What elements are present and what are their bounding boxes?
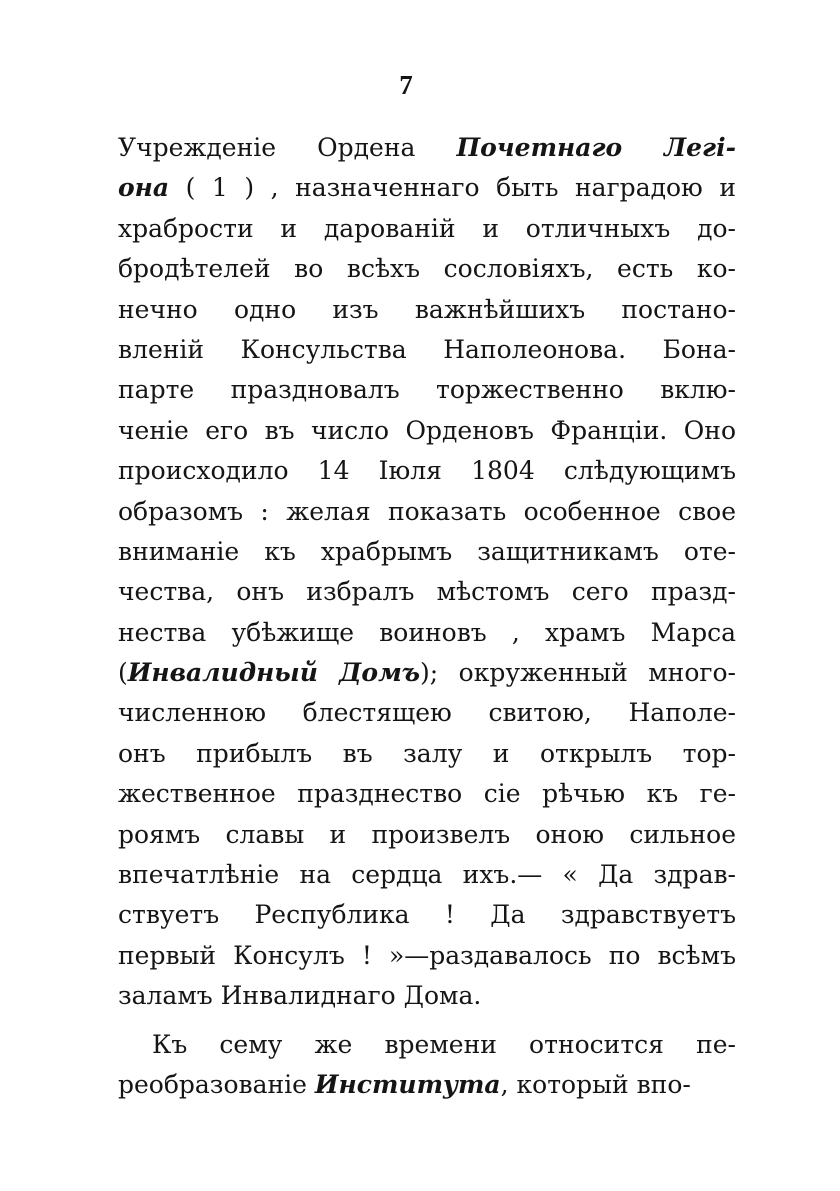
text-segment: вленій Консульства Наполеонова. Бона- <box>118 334 736 364</box>
text-line <box>118 532 736 572</box>
text-line <box>118 976 736 1016</box>
text-segment: ченіе его въ число Орденовъ Франціи. Оно <box>118 415 736 445</box>
body-text <box>118 128 736 1105</box>
text-line <box>118 492 736 532</box>
italic-term: она <box>118 173 170 203</box>
paragraph-gap <box>118 1017 736 1025</box>
text-line <box>118 855 736 895</box>
text-segment: чества, онъ избралъ мѣстомъ сего празд- <box>118 577 736 607</box>
text-line <box>118 693 736 733</box>
page-number: 7 <box>399 70 413 100</box>
text-segment: впечатлѣніе на сердца ихъ.— « Да здрав- <box>118 860 736 890</box>
text-line <box>118 168 736 208</box>
text-line <box>118 411 736 451</box>
text-line <box>118 290 736 330</box>
text-line <box>118 815 736 855</box>
text-segment: численною блестящею свитою, Наполе- <box>118 698 736 728</box>
text-line <box>118 370 736 410</box>
text-segment: нечно одно изъ важнѣйшихъ постано- <box>118 294 736 324</box>
text-segment: онъ прибылъ въ залу и открылъ тор- <box>118 738 736 768</box>
text-line <box>118 330 736 370</box>
text-segment: ( 1 ) , назначеннаго быть наградою и <box>169 173 736 203</box>
text-segment: нества убѣжище воиновъ , храмъ Марса <box>118 617 736 647</box>
text-segment: вниманіе къ храбрымъ защитникамъ оте- <box>118 536 736 566</box>
text-line <box>118 734 736 774</box>
text-segment: жественное празднество сіе рѣчью къ ге- <box>118 779 736 809</box>
text-segment: ствуетъ Республика ! Да здравствуетъ <box>118 900 736 930</box>
text-line <box>118 936 736 976</box>
text-line <box>118 572 736 612</box>
text-segment: происходило 14 Іюля 1804 слѣдующимъ <box>118 456 736 486</box>
text-segment: ( <box>118 658 128 688</box>
text-segment: Къ сему же времени относится пе- <box>152 1029 736 1059</box>
text-segment: роямъ славы и произвелъ оною сильное <box>118 819 736 849</box>
text-segment: ); окруженный много- <box>420 658 736 688</box>
text-segment: заламъ Инвалиднаго Дома. <box>118 981 482 1011</box>
italic-term: Института <box>314 1069 501 1099</box>
text-line <box>118 128 736 168</box>
text-segment: первый Консулъ ! »—раздавалось по всѣмъ <box>118 940 736 970</box>
text-line <box>118 613 736 653</box>
text-line <box>118 1025 736 1065</box>
text-segment: храбрости и дарованій и отличныхъ до- <box>118 213 736 243</box>
text-segment: Учрежденіе Ордена <box>118 133 457 162</box>
text-segment: , который впо- <box>500 1069 691 1099</box>
text-segment: реобразованіе <box>118 1069 315 1099</box>
text-line <box>118 774 736 814</box>
text-line <box>118 209 736 249</box>
text-segment: бродѣтелей во всѣхъ сословіяхъ, есть ко- <box>118 254 736 284</box>
text-segment: образомъ : желая показать особенное свое <box>118 496 736 526</box>
text-line <box>118 1065 736 1105</box>
text-line <box>118 451 736 491</box>
text-line <box>118 895 736 935</box>
italic-term: Почетнаго Легі- <box>456 133 736 162</box>
text-line <box>118 249 736 289</box>
text-segment: парте праздновалъ торжественно вклю- <box>118 375 736 405</box>
text-line <box>118 653 736 693</box>
italic-term: Инвалидный Домъ <box>127 658 421 688</box>
